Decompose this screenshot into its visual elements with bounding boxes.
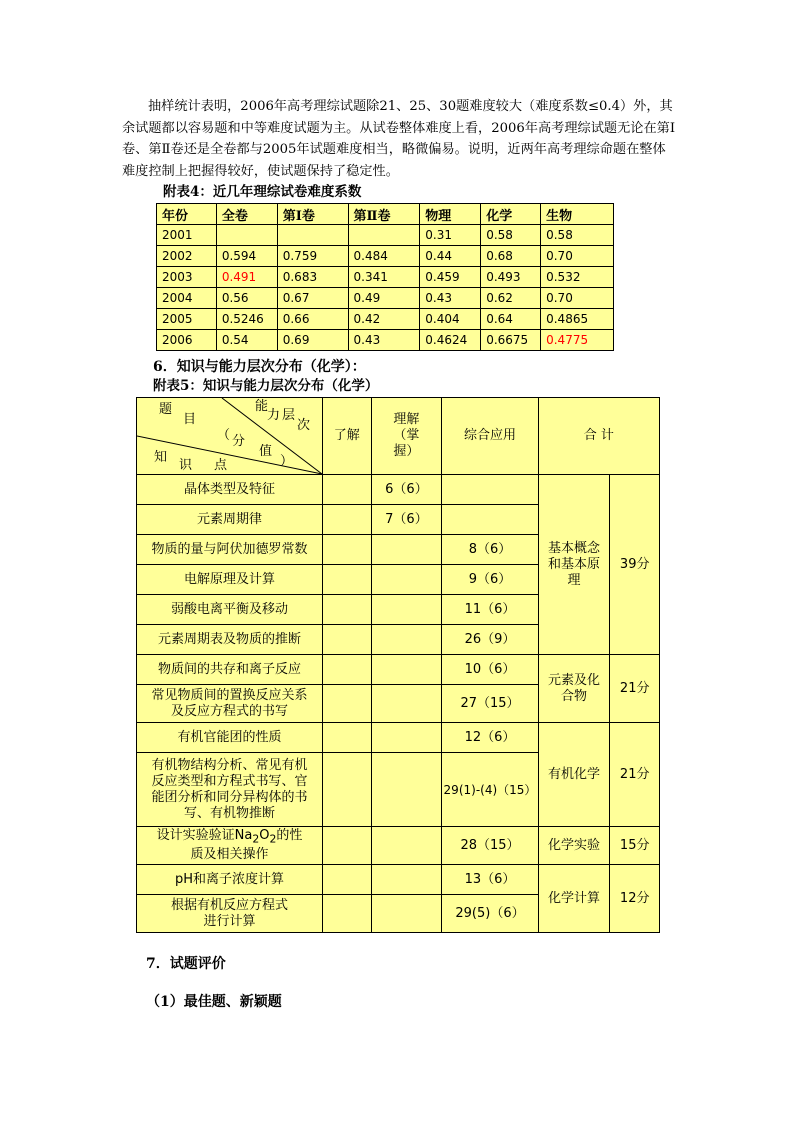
table-cell: 0.67 [277,288,348,309]
table-row [137,655,660,685]
table-cell: 0.64 [481,309,541,330]
knowledge-ability-table [136,397,660,933]
table-cell: 2001 [157,225,217,246]
table-row [137,723,660,753]
knowledge-cell: 弱酸电离平衡及移动 [137,595,323,625]
diag-label: 层 [282,408,296,423]
apply-cell: 9（6） [442,565,538,595]
header-cell: 合 计 [538,398,659,475]
apply-cell: 11（6） [442,595,538,625]
table-row [137,827,660,865]
understand-cell: 6（6） [371,475,442,505]
empty-cell [323,595,372,625]
group-name: 元素及化合物 [548,672,601,704]
table-cell: 0.5246 [216,309,277,330]
group-total-cell: 21分 [610,655,660,723]
empty-cell [323,827,372,865]
table-cell: 0.70 [541,246,614,267]
group-name-cell: 化学实验 [538,827,610,865]
empty-cell [323,753,372,827]
empty-cell [323,895,372,933]
table-cell: 0.58 [541,225,614,246]
diag-label: 能 [255,399,269,414]
table-cell: 2006 [157,330,217,351]
apply-cell: 26（9） [442,625,538,655]
table-header-row [137,398,660,475]
apply-cell: 10（6） [442,655,538,685]
knowledge-cell [137,753,323,827]
diag-label: 次 [297,418,311,433]
table-cell: 0.532 [541,267,614,288]
section-6-title: 6．知识与能力层次分布（化学）： [153,359,366,375]
table-cell: 0.54 [216,330,277,351]
table5-caption: 附表5：知识与能力层次分布（化学） [153,378,379,394]
table-row [157,246,614,267]
table-cell: 0.31 [420,225,481,246]
table-cell: 2005 [157,309,217,330]
knowledge-text [152,828,308,864]
header-cell: 第Ⅱ卷 [348,204,420,225]
apply-cell: 27（15） [442,685,538,723]
table-cell: 2003 [157,267,217,288]
understand-cell [371,595,442,625]
apply-cell: 8（6） [442,535,538,565]
understand-cell [371,827,442,865]
subscript: 2 [252,832,260,846]
diag-label: 知 [154,450,168,465]
knowledge-cell [137,685,323,723]
understand-cell [371,685,442,723]
table-cell: 0.58 [481,225,541,246]
table-cell: 0.759 [277,246,348,267]
table-cell: 0.62 [481,288,541,309]
group-name-cell [538,475,610,655]
knowledge-text: 根据有机反应方程式进行计算 [171,897,289,929]
diagonal-header-cell [137,398,323,475]
header-cell: 第Ⅰ卷 [277,204,348,225]
highlight-cell: 0.491 [216,267,277,288]
table-cell [216,225,277,246]
table-cell: 0.484 [348,246,420,267]
table-row [157,225,614,246]
empty-cell [323,685,372,723]
knowledge-cell: pH和离子浓度计算 [137,865,323,895]
table-row [157,309,614,330]
group-name-cell [538,655,610,723]
header-cell: 生物 [541,204,614,225]
group-total-cell: 12分 [610,865,660,933]
understand-cell: 7（6） [371,505,442,535]
apply-cell: 13（6） [442,865,538,895]
understand-cell [371,655,442,685]
header-cell: 物理 [420,204,481,225]
knowledge-cell: 元素周期律 [137,505,323,535]
table-cell: 0.44 [420,246,481,267]
table-header-row [157,204,614,225]
understand-cell [371,565,442,595]
table-cell: 0.4624 [420,330,481,351]
table-cell: 0.493 [481,267,541,288]
diag-label: ） [280,454,294,469]
table-cell: 0.68 [481,246,541,267]
table-cell: 0.404 [420,309,481,330]
knowledge-cell [137,827,323,865]
apply-cell: 29(1)-(4)（15） [442,753,538,827]
table-row [157,267,614,288]
table-cell: 0.43 [420,288,481,309]
group-name-cell: 有机化学 [538,723,610,827]
empty-cell [323,865,372,895]
understand-cell [371,535,442,565]
empty-cell [323,535,372,565]
subsection-1-title: （1）最佳题、新颖题 [146,994,282,1010]
group-name: 基本概念和基本原理 [548,540,601,588]
understand-cell [371,865,442,895]
table-cell: 0.49 [348,288,420,309]
diag-label: 值 [259,444,273,459]
table-cell: 0.341 [348,267,420,288]
table-cell: 0.69 [277,330,348,351]
knowledge-text-pre: 设计实验验证Na [156,827,253,843]
diag-label: 点 [214,458,228,473]
knowledge-text-post: 的性质及相关操作 [190,827,303,863]
knowledge-text-mid: O [259,827,270,843]
table-cell: 0.70 [541,288,614,309]
knowledge-cell: 物质间的共存和离子反应 [137,655,323,685]
highlight-cell: 0.4775 [541,330,614,351]
diag-label: 分 [232,434,246,449]
knowledge-cell: 物质的量与阿伏加德罗常数 [137,535,323,565]
empty-cell [323,655,372,685]
diag-label: 识 [179,458,193,473]
understand-cell [371,625,442,655]
table-cell: 2002 [157,246,217,267]
knowledge-text: 有机物结构分析、常见有机反应类型和方程式书写、官能团分析和同分异构体的书写、有机物推断 [151,757,308,821]
knowledge-cell: 元素周期表及物质的推断 [137,625,323,655]
knowledge-cell: 晶体类型及特征 [137,475,323,505]
table-cell: 0.594 [216,246,277,267]
table-row [137,475,660,505]
table-cell: 0.6675 [481,330,541,351]
table-cell: 0.42 [348,309,420,330]
apply-cell [442,475,538,505]
table-cell [348,225,420,246]
table4-caption: 附表4：近几年理综试卷难度系数 [163,184,362,200]
subscript: 2 [269,832,277,846]
table-cell: 0.4865 [541,309,614,330]
table-cell: 0.459 [420,267,481,288]
table-row [157,330,614,351]
header-cell: 了解 [323,398,372,475]
header-cell: 综合应用 [442,398,538,475]
header-cell: 化学 [481,204,541,225]
table-cell: 0.683 [277,267,348,288]
group-name-cell: 化学计算 [538,865,610,933]
empty-cell [323,475,372,505]
table-cell: 0.66 [277,309,348,330]
section-7-title: 7．试题评价 [146,956,226,972]
empty-cell [323,723,372,753]
knowledge-cell [137,895,323,933]
knowledge-cell: 有机官能团的性质 [137,723,323,753]
apply-cell: 29(5)（6） [442,895,538,933]
empty-cell [323,505,372,535]
header-cell: 全卷 [216,204,277,225]
table-row [137,865,660,895]
table-cell: 2004 [157,288,217,309]
group-total-cell: 39分 [610,475,660,655]
understand-cell [371,753,442,827]
table-cell: 0.43 [348,330,420,351]
diag-label: 目 [183,412,197,427]
group-total-cell: 21分 [610,723,660,827]
understand-cell [371,895,442,933]
empty-cell [323,625,372,655]
intro-paragraph: 抽样统计表明，2006年高考理综试题除21、25、30题难度较大（难度系数≤0.4）外，其余试题都以容易题和中等难度试题为主。从试卷整体难度上看，2006年高考理综试题无论在第Ⅰ卷、第Ⅱ卷还是全卷都与2005年试题难度相当，略微偏易。说明，近两年高考理综命题在整体难度控制上把握得较好，使试题保持了稳定性。 [122,99,676,179]
apply-cell: 28（15） [442,827,538,865]
difficulty-table [156,203,614,351]
header-cell: 理解（掌握） [371,398,442,475]
group-total-cell: 15分 [610,827,660,865]
knowledge-text: 常见物质间的置换反应关系及反应方程式的书写 [151,687,308,719]
understand-cell [371,723,442,753]
knowledge-cell: 电解原理及计算 [137,565,323,595]
diag-label: 力 [267,408,281,423]
diag-label: （ [217,428,231,443]
table-cell: 0.56 [216,288,277,309]
table-cell [277,225,348,246]
diag-label: 题 [159,402,173,417]
empty-cell [323,565,372,595]
apply-cell [442,505,538,535]
apply-cell: 12（6） [442,723,538,753]
table-row [157,288,614,309]
header-cell: 年份 [157,204,217,225]
